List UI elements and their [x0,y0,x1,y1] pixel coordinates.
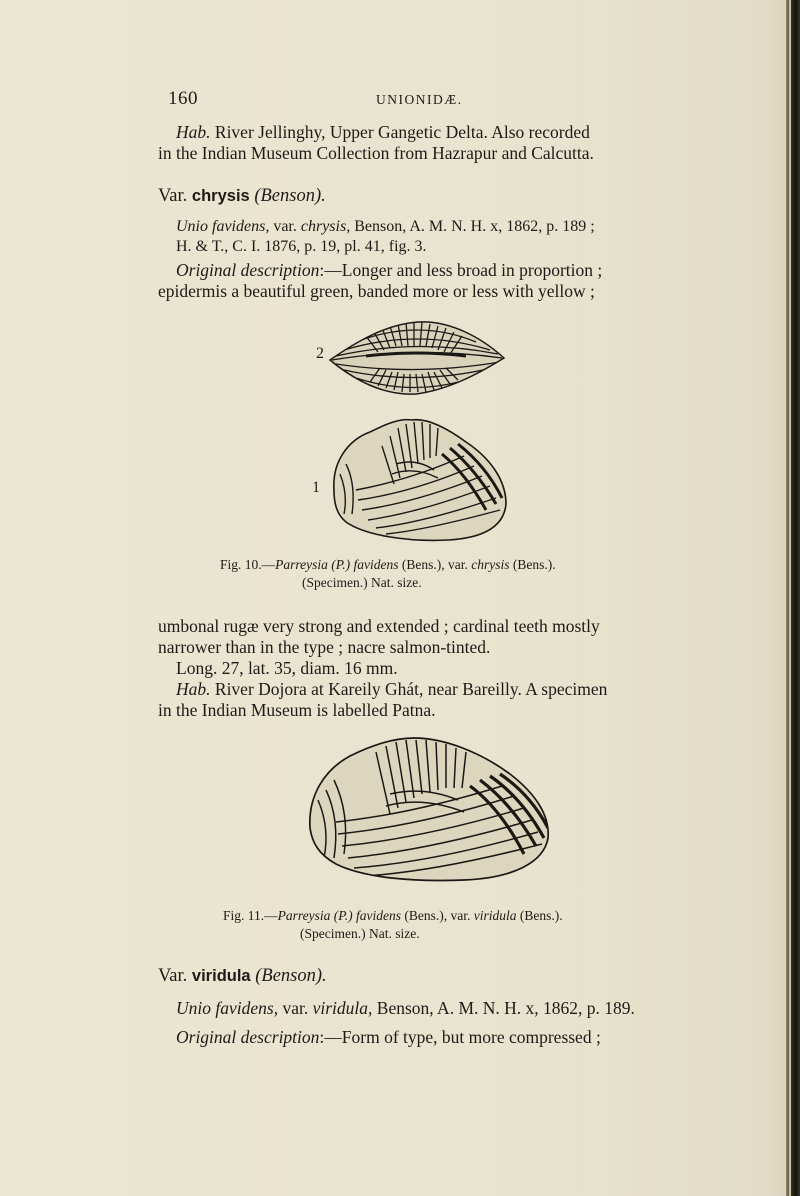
figure-label-2: 2 [316,345,324,362]
shell-side-view-illustration [326,414,512,544]
viridula-synonym: Unio favidens, var. viridula, Benson, A. M. N. H. x, 1862, p. 189. [176,998,635,1018]
viridula-description: Original description:—Form of type, but more compressed ; [176,1027,601,1047]
var-viridula-heading: Var. viridula (Benson). [158,966,327,986]
chrysis-synonym-1: Unio favidens, var. chrysis, Benson, A. M. N. H. x, 1862, p. 189 ; [176,218,595,235]
chrysis-measurements: Long. 27, lat. 35, diam. 16 mm. [176,658,398,678]
figure-11-caption-line-1: Fig. 11.—Parreysia (P.) favidens (Bens.), var. viridula (Bens.). [223,908,563,923]
chrysis-synonym-2: H. & T., C. I. 1876, p. 19, pl. 41, fig. 3. [176,238,427,255]
chrysis-habitat-2: in the Indian Museum is labelled Patna. [158,700,436,720]
shell-viridula-illustration [304,734,554,884]
book-edge-shadow [786,0,800,1196]
shell-dorsal-view-illustration [326,316,508,400]
running-head: UNIONIDÆ. [376,92,463,107]
figure-label-1: 1 [312,479,320,496]
chrysis-habitat-1: Hab. River Dojora at Kareily Ghát, near Bareilly. A specimen [176,679,608,699]
chrysis-continued-1: umbonal rugæ very strong and extended ; cardinal teeth mostly [158,616,600,636]
chrysis-description-2: epidermis a beautiful green, banded more or less with yellow ; [158,281,595,301]
chrysis-continued-2: narrower than in the type ; nacre salmon-tinted. [158,637,491,657]
intro-line-1: Hab. River Jellinghy, Upper Gangetic Delta. Also recorded [176,122,590,142]
intro-line-2: in the Indian Museum Collection from Hazrapur and Calcutta. [158,143,594,163]
page-number: 160 [168,88,198,109]
var-chrysis-heading: Var. chrysis (Benson). [158,186,326,206]
chrysis-description-1: Original description:—Longer and less broad in proportion ; [176,260,603,280]
figure-10-caption-line-1: Fig. 10.—Parreysia (P.) favidens (Bens.), var. chrysis (Bens.). [220,557,556,572]
figure-10-caption-line-2: (Specimen.) Nat. size. [302,575,422,590]
figure-11-caption-line-2: (Specimen.) Nat. size. [300,926,420,941]
hab-label: Hab. [176,122,211,142]
